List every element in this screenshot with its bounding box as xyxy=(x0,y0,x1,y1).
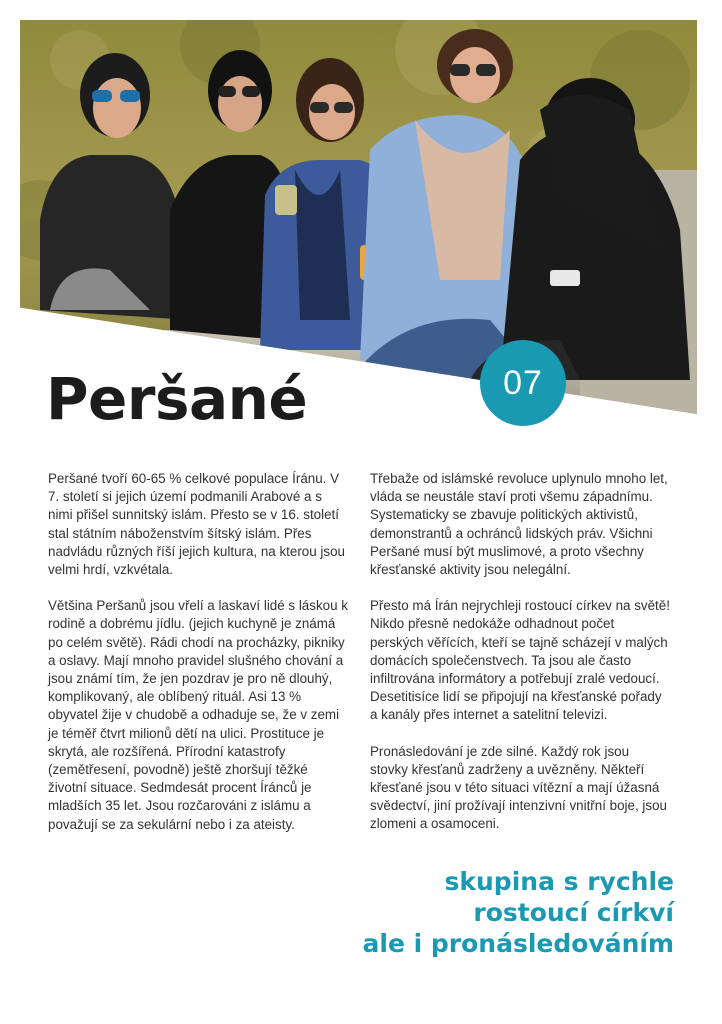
tagline-line: skupina s rychle xyxy=(444,867,674,896)
tagline-line: rostoucí církví xyxy=(473,898,674,927)
tagline xyxy=(363,866,675,959)
page-title: Peršané xyxy=(46,365,308,433)
tagline-line: ale i pronásledováním xyxy=(362,929,674,958)
left-text-column xyxy=(48,470,348,852)
paragraph: Přesto má Írán nejrychleji rostoucí církev na světě! Nikdo přesně nedokáže odhadnout počet perských věřících, kteří se tajně scházejí v malých domácích společenstvech. Ta jsou ale často infiltrována informátory a potřebují zralé vedoucí. Desetitisíce lidí se připojují na křesťanské pořady a kanály přes internet a satelitní televizi. xyxy=(370,598,670,723)
paragraph: Většina Peršanů jsou vřelí a laskaví lidé s láskou k rodině a dobrému jídlu. (jejich kuchyně je známá po celém světě). Rádi chodí na procházky, pikniky a oslavy. Mají mnoho pravidel slušného chování a jsou známí tím, že jen pozdrav je pro ně dlouhý, komplikovaný, ale oblíbený rituál. Asi 13 % obyvatel žije v chudobě a odhaduje se, že v zemi je téměř čtvrt milionů dětí na ulici. Prostituce je skrytá, ale rozšířená. Přírodní katastrofy (zemětřesení, povodně) ještě zhoršují těžké životní situace. Sedmdesát procent Íránců je mladších 35 let. Jsou rozčarováni z islámu a považují se za sekulární nebo i za ateisty. xyxy=(48,598,348,832)
paragraph: Peršané tvoří 60-65 % celkové populace Íránu. V 7. století si jejich území podmanili Arabové a s nimi přišel sunnitský islám. Přesto se v 16. století stal státním náboženstvím šítský islám. Přes nadvládu různých říší jejich kultura, na kterou jsou velmi hrdí, vzkvétala. xyxy=(48,471,345,578)
header-photo xyxy=(20,20,697,414)
chapter-number-badge xyxy=(480,340,566,426)
paragraph: Pronásledování je zde silné. Každý rok jsou stovky křesťanů zadrženy a uvězněny. Někteří křesťané jsou v této situaci vítězní a mají úžasná svědectví, jiní prožívají intenzivní vnitřní boje, jsou zlomeni a osamoceni. xyxy=(370,743,667,832)
right-text-column xyxy=(370,470,670,852)
chapter-number: 07 xyxy=(503,363,543,402)
paragraph: Třebaže od islámské revoluce uplynulo mnoho let, vláda se neustále staví proti všemu západnímu. Systematicky se zbavuje politických aktivistů, demonstrantů a ochránců lidských práv. Všichni Peršané musí být muslimové, a proto všechny křesťanské aktivity jsou nelegální. xyxy=(370,471,668,578)
photo-five-women-laughing xyxy=(20,20,697,414)
